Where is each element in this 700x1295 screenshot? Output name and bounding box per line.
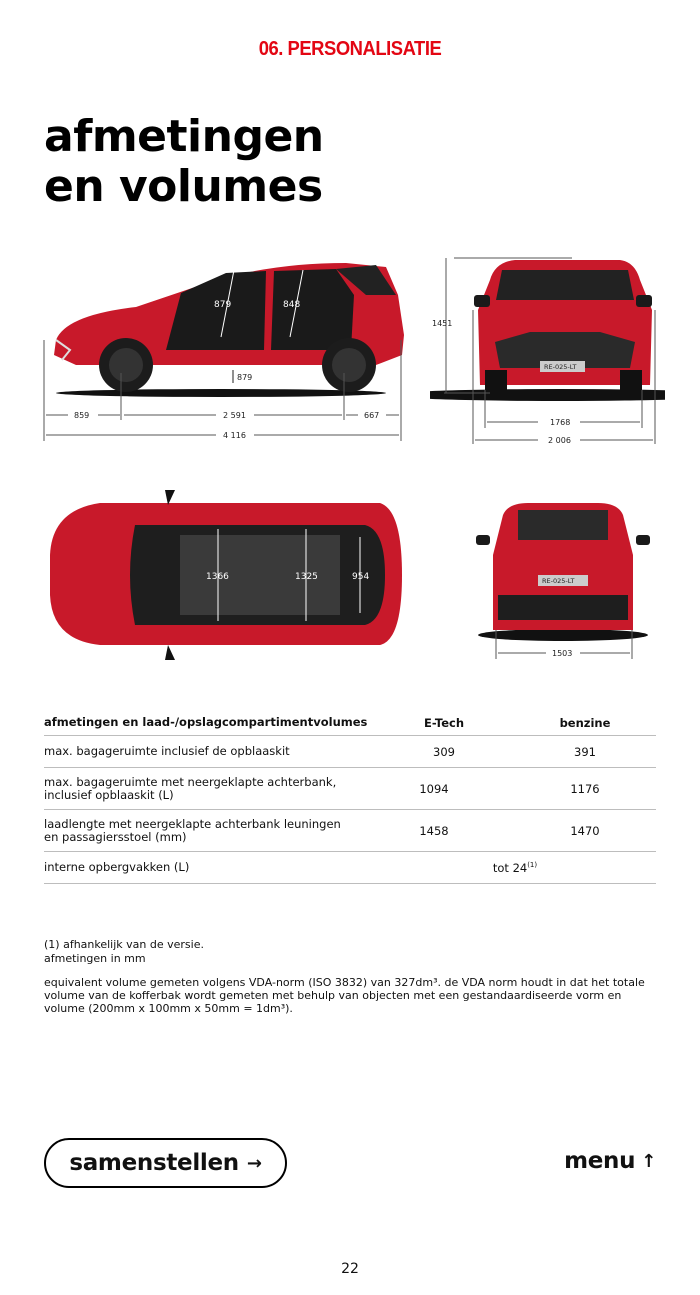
row-etech: 309 (433, 744, 455, 759)
menu-label: menu (564, 1148, 636, 1174)
trunk-width-label: 954 (352, 572, 370, 582)
windshield (496, 270, 634, 300)
title-line-2: en volumes (44, 161, 323, 212)
height-label: 1451 (432, 319, 453, 328)
plate-text: RE-025-LT (542, 577, 575, 585)
arrow-right-icon: → (246, 1152, 262, 1174)
front-door-height-label: 879 (214, 300, 232, 310)
samenstellen-button[interactable] (44, 1138, 287, 1188)
right-mirror (165, 645, 175, 660)
width-front-label: 1366 (206, 572, 229, 582)
samenstellen-label: samenstellen (69, 1150, 239, 1176)
rear-bumper (498, 595, 628, 620)
front-door-opening (166, 271, 266, 350)
side-view-diagram (36, 255, 411, 445)
row-benzine: 391 (574, 744, 596, 759)
arrow-up-icon: ↑ (641, 1150, 656, 1172)
total-length-label: 4 116 (223, 431, 246, 440)
header-label: afmetingen en laad-/opslagcompartimentvolumes (44, 715, 368, 729)
width-label: 2 006 (548, 436, 571, 445)
rear-overhang-label: 667 (364, 411, 380, 420)
page-title (44, 112, 324, 212)
row-etech: 1458 (419, 823, 449, 838)
table-row (44, 810, 656, 852)
table-row (44, 852, 656, 884)
header-benzine: benzine (559, 715, 611, 730)
row-benzine: 1176 (570, 781, 600, 796)
table-row (44, 736, 656, 768)
menu-link[interactable] (564, 1148, 656, 1174)
top-view-diagram (40, 485, 410, 665)
ground-shadow (56, 389, 386, 397)
units-note: afmetingen in mm (44, 952, 146, 965)
row-label: laadlengte met neergeklapte achterbank leuningen en passagiersstoel (mm) (44, 816, 341, 844)
front-view-diagram (430, 250, 665, 450)
front-overhang-label: 859 (74, 411, 90, 420)
section-label: 06. PERSONALISATIE (258, 38, 442, 60)
dimensions-table (44, 710, 656, 884)
header-etech: E-Tech (423, 715, 465, 730)
span-value: tot 24 (492, 860, 528, 875)
front-track-label: 1768 (550, 418, 571, 427)
row-label: max. bagageruimte met neergeklapte achterbank, inclusief opblaaskit (L) (44, 774, 337, 802)
right-mirror (636, 295, 652, 307)
table-row (44, 768, 656, 810)
row-etech: 1094 (419, 781, 449, 796)
left-mirror (474, 295, 490, 307)
wheelbase-label: 2 591 (223, 411, 246, 420)
width-rear-label: 1325 (295, 572, 318, 582)
rear-track-label: 1503 (552, 649, 573, 658)
footnote-1: (1) afhankelijk van de versie. (44, 938, 204, 951)
row-span-value (374, 861, 656, 875)
rear-window (518, 510, 608, 540)
ground-clearance-label: 879 (237, 373, 253, 382)
plate-text: RE-025-LT (544, 363, 577, 371)
footnotes (44, 938, 656, 1015)
row-benzine: 1470 (570, 823, 600, 838)
rear-door-height-label: 848 (283, 300, 301, 310)
row-label: interne opbergvakken (L) (44, 860, 190, 874)
title-line-1: afmetingen (44, 111, 324, 162)
page-number: 22 (341, 1261, 359, 1277)
left-mirror (165, 490, 175, 505)
table-header (44, 710, 656, 736)
ground-shadow (478, 629, 648, 641)
vda-note: equivalent volume gemeten volgens VDA-norm (ISO 3832) van 327dm³. de VDA norm houdt in dat het totale volume van de kofferbak wordt gemeten met behulp van objecten met een gestandaardiseerde vorm en volume (200mm x 100mm x 50mm = 1dm³). (44, 976, 645, 1015)
row-label: max. bagageruimte inclusief de opblaaskit (44, 744, 290, 758)
rear-view-diagram (468, 495, 663, 665)
footnote-ref: (1) (527, 860, 538, 869)
